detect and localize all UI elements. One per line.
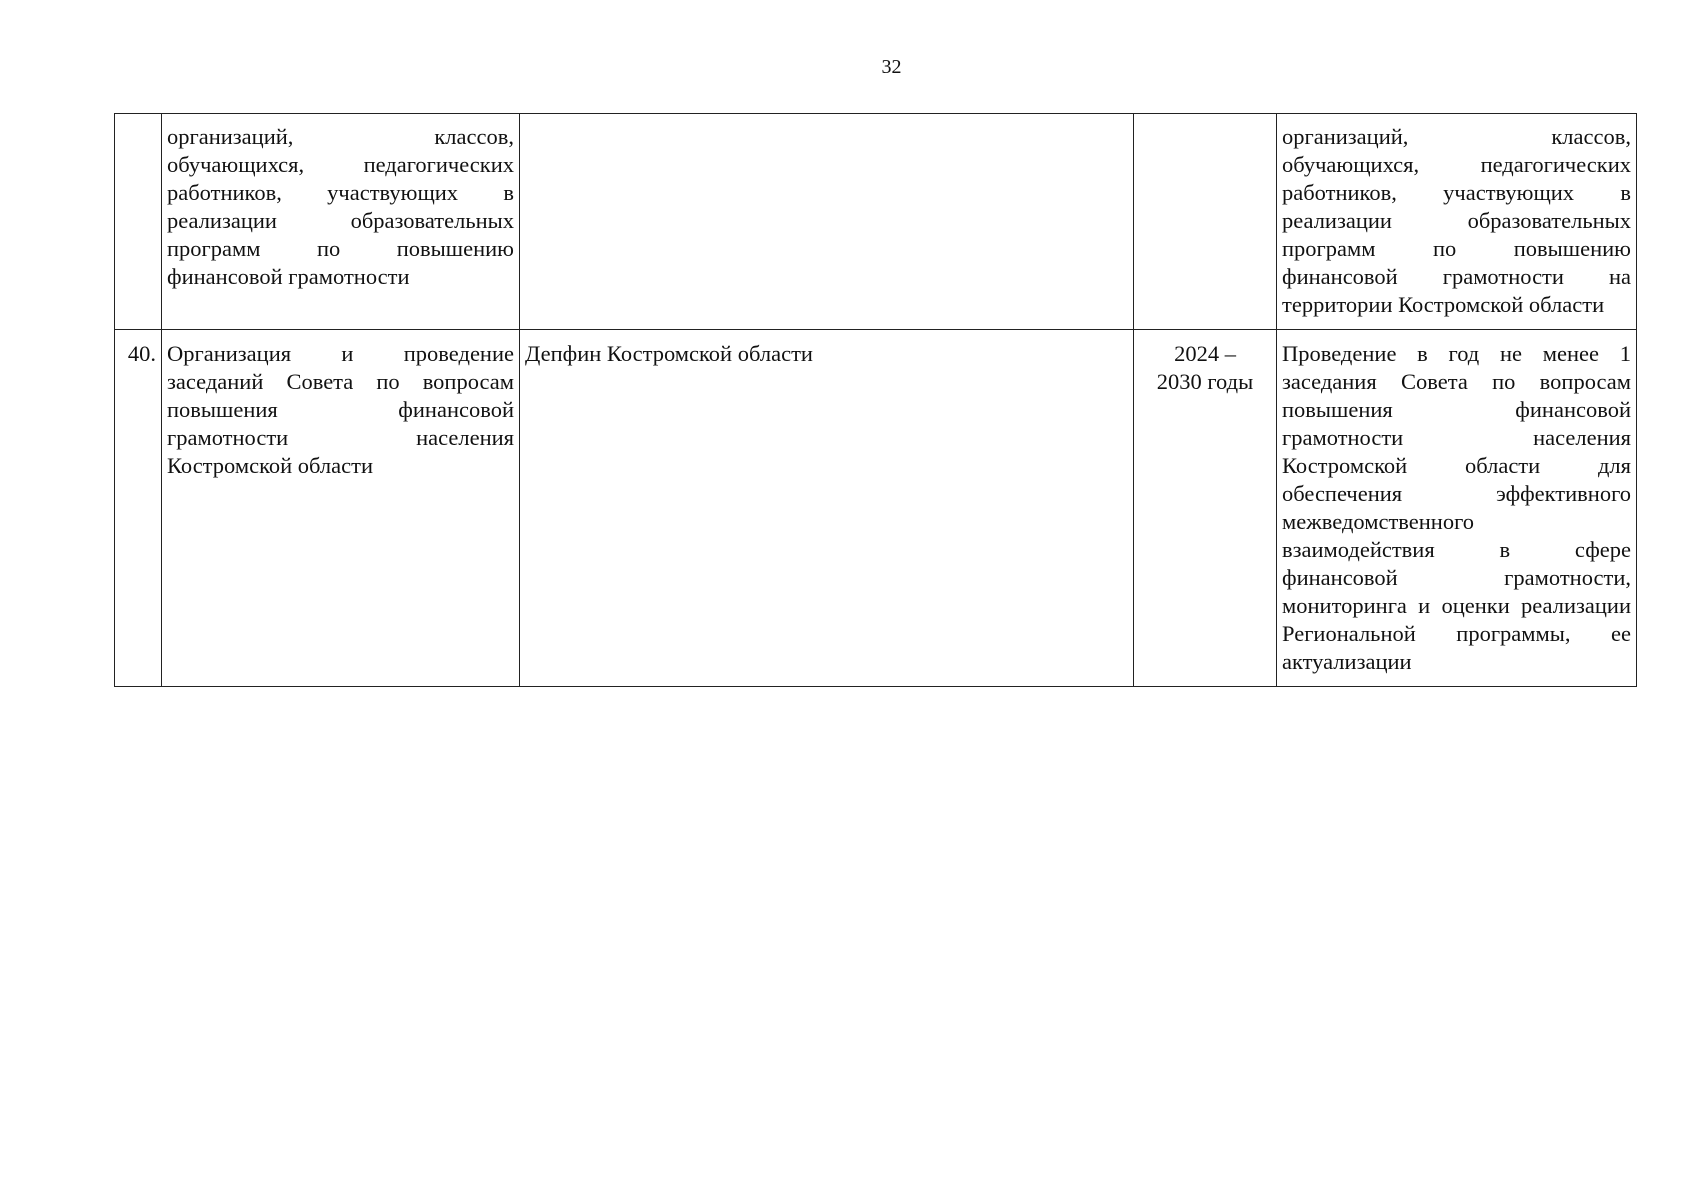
executor-cell: Депфин Костромской области <box>520 330 1134 687</box>
row-number-cell <box>115 114 162 330</box>
term-cell <box>1134 114 1277 330</box>
activity-cell: организаций, классов, обучающихся, педагогических работников, участвующих в реализации образовательных программ по повышению финансовой грамотности <box>162 114 520 330</box>
measures-table <box>114 113 1637 687</box>
row-number-cell: 40. <box>115 330 162 687</box>
term-cell <box>1134 330 1277 687</box>
executor-cell <box>520 114 1134 330</box>
term-end: 2030 годы <box>1156 369 1254 394</box>
page-number: 32 <box>881 56 902 78</box>
activity-cell: Организация и проведение заседаний Совета по вопросам повышения финансовой грамотности населения Костромской области <box>162 330 520 687</box>
result-cell: Проведение в год не менее 1 заседания Совета по вопросам повышения финансовой грамотности населения Костромской области для обеспечения эффективного межведомственного взаимодействия в сфере финансовой грамотности, мониторинга и оценки реализации Региональной программы, ее актуализации <box>1277 330 1637 687</box>
table-row <box>115 330 1637 687</box>
result-cell: организаций, классов, обучающихся, педагогических работников, участвующих в реализации образовательных программ по повышению финансовой грамотности на территории Костромской области <box>1277 114 1637 330</box>
term-start: 2024 – <box>1174 341 1236 366</box>
table-row <box>115 114 1637 330</box>
